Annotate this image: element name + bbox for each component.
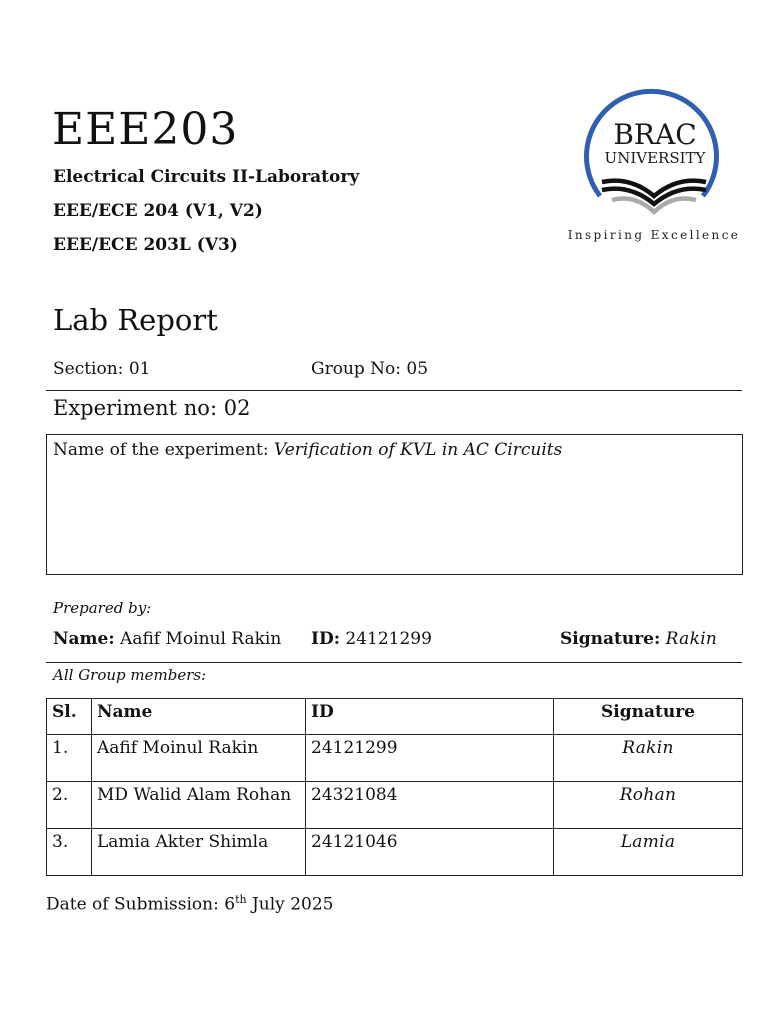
preparer-id-label: ID:	[311, 629, 340, 649]
logo-tagline: Inspiring Excellence	[567, 228, 741, 242]
header-id: ID	[306, 699, 554, 735]
row-id: 24121299	[306, 735, 554, 782]
experiment-value: 02	[223, 396, 251, 420]
group-members-label: All Group members:	[53, 666, 207, 684]
row-signature: Lamia	[554, 829, 743, 876]
preparer-name	[53, 628, 281, 650]
preparer-signature-value: Rakin	[665, 629, 718, 649]
group-info	[311, 358, 428, 380]
table-row	[47, 782, 743, 829]
table-row	[47, 735, 743, 782]
experiment-name-box	[46, 434, 743, 575]
brac-logo-graphic	[560, 86, 750, 246]
divider-members	[46, 662, 742, 663]
preparer-id-value: 24121299	[345, 629, 432, 649]
header-sl: Sl.	[47, 699, 92, 735]
row-id: 24321084	[306, 782, 554, 829]
row-signature: Rakin	[554, 735, 743, 782]
university-logo	[560, 86, 750, 246]
experiment-label: Experiment no:	[53, 396, 218, 420]
course-code-line-3: EEE/ECE 203L (V3)	[53, 235, 238, 255]
divider-top	[46, 390, 742, 391]
submission-month-year: July 2025	[251, 894, 334, 915]
submission-label: Date of Submission:	[46, 894, 219, 915]
table-row	[47, 829, 743, 876]
submission-day: 6	[224, 894, 236, 915]
table-header-row	[47, 699, 743, 735]
row-id: 24121046	[306, 829, 554, 876]
course-code-line-2: EEE/ECE 204 (V1, V2)	[53, 201, 263, 221]
group-members-table	[46, 698, 743, 876]
section-label: Section:	[53, 359, 124, 379]
row-signature: Rohan	[554, 782, 743, 829]
submission-date	[46, 888, 333, 917]
row-sl: 3.	[47, 829, 92, 876]
logo-name-line-2: UNIVERSITY	[604, 149, 706, 167]
row-name: Lamia Akter Shimla	[92, 829, 306, 876]
preparer-name-label: Name:	[53, 629, 115, 649]
preparer-signature-label: Signature:	[560, 629, 661, 649]
course-code: EEE203	[52, 104, 239, 155]
row-name: Aafif Moinul Rakin	[92, 735, 306, 782]
section-info	[53, 358, 150, 380]
row-sl: 1.	[47, 735, 92, 782]
group-label: Group No:	[311, 359, 402, 379]
section-value: 01	[128, 359, 151, 379]
header-name: Name	[92, 699, 306, 735]
logo-name-line-1: BRAC	[613, 118, 697, 151]
header-signature: Signature	[554, 699, 743, 735]
group-value: 05	[406, 359, 429, 379]
experiment-number	[53, 394, 250, 422]
row-name: MD Walid Alam Rohan	[92, 782, 306, 829]
preparer-id	[311, 628, 432, 650]
lab-report-title: Lab Report	[53, 303, 218, 337]
experiment-name-value: Verification of KVL in AC Circuits	[274, 440, 563, 460]
course-title: Electrical Circuits II-Laboratory	[53, 167, 360, 187]
submission-day-suffix: th	[235, 893, 247, 906]
preparer-signature	[560, 628, 717, 650]
experiment-name-label: Name of the experiment:	[53, 440, 269, 460]
row-sl: 2.	[47, 782, 92, 829]
preparer-name-value: Aafif Moinul Rakin	[120, 629, 282, 649]
prepared-by-label: Prepared by:	[53, 599, 152, 617]
